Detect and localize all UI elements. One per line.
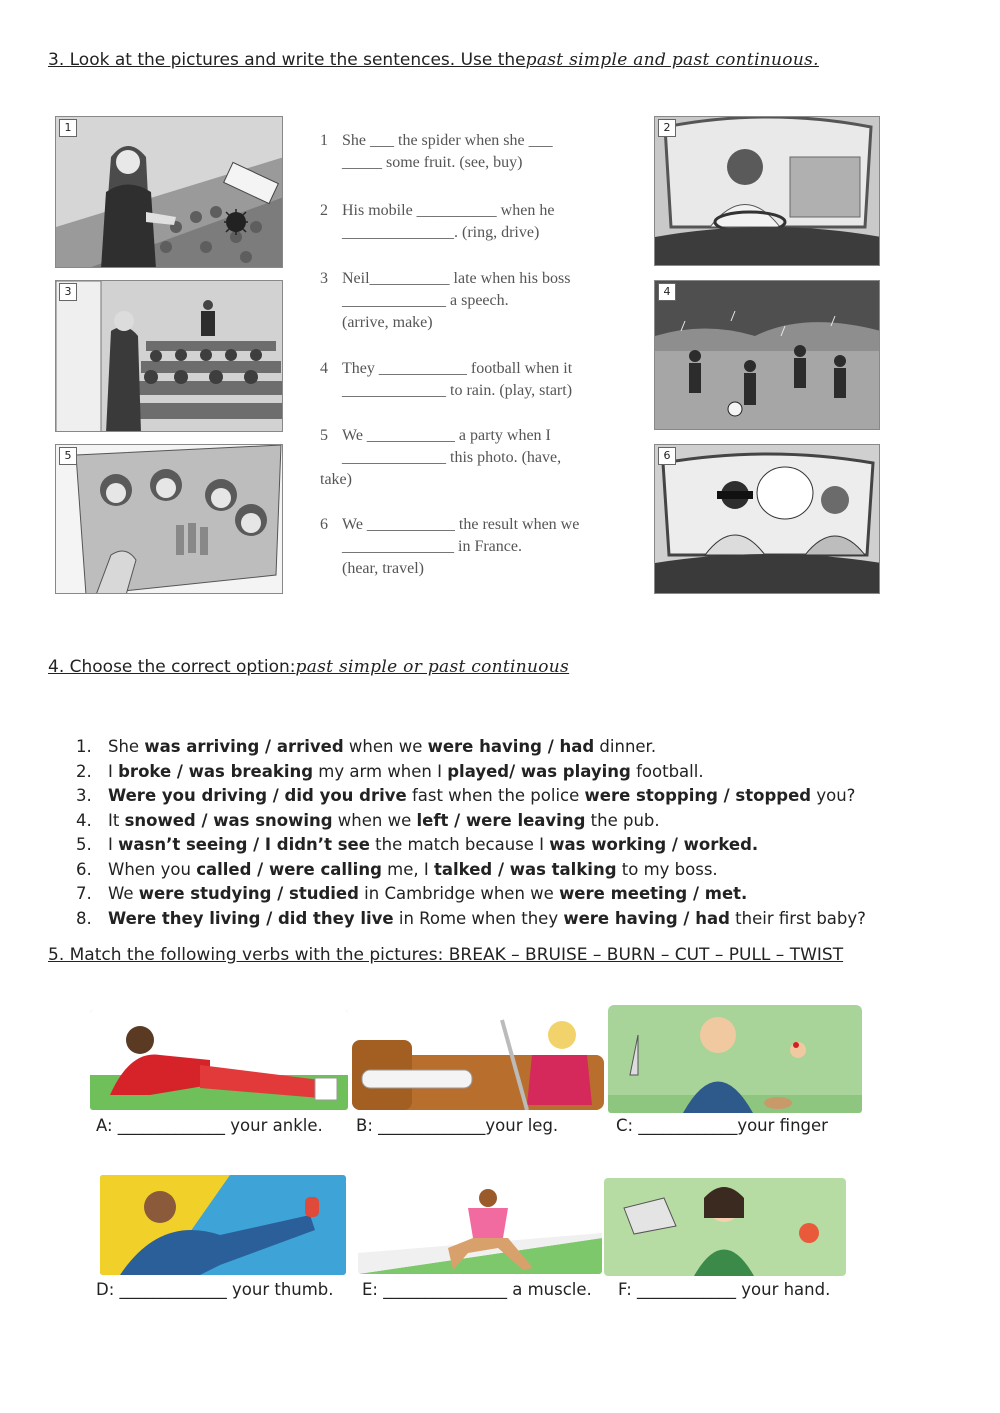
- sentence-text: you?: [811, 786, 856, 805]
- verb-options: wasn’t seeing / I didn’t see: [118, 835, 370, 854]
- panel-number: 3: [59, 283, 77, 301]
- verb-options: were having / had: [427, 737, 595, 756]
- caption-a: A: _____________ your ankle.: [96, 1116, 323, 1135]
- sentence-text: football.: [630, 761, 704, 781]
- item-number: 4.: [76, 810, 92, 830]
- item-number: 8.: [76, 908, 92, 928]
- panel-number: 1: [59, 119, 77, 137]
- verb-options: called / were calling: [196, 859, 382, 879]
- car-radio-illustration: [655, 445, 880, 594]
- picture-e-muscle: [358, 1178, 602, 1274]
- verb-options: left / were leaving: [416, 810, 586, 830]
- exercise-4-item: [76, 809, 956, 834]
- picture-panel-2: [654, 116, 880, 266]
- verb-options: were studying / studied: [138, 884, 359, 903]
- sentence-text: When you: [108, 859, 197, 879]
- verb-options: broke / was breaking: [118, 761, 314, 781]
- panel-number: 2: [658, 119, 676, 137]
- exercise-4-item: [76, 784, 956, 809]
- picture-c-finger: [608, 1005, 862, 1113]
- item-number: 6.: [76, 859, 92, 879]
- picture-panel-6: [654, 444, 880, 594]
- exercise-4-item: [76, 833, 956, 858]
- exercise-3-heading-handwritten: past simple and past continuous.: [525, 50, 819, 70]
- sentence-text: fast when the police: [406, 786, 585, 805]
- sentence-text: It: [108, 810, 125, 830]
- picture-panel-5: [55, 444, 283, 594]
- speech-illustration: [56, 281, 283, 432]
- verb-options: were having / had: [563, 908, 730, 928]
- sentence-text: She: [108, 737, 145, 756]
- finger-cut-illustration: [608, 1005, 862, 1113]
- panel-number: 4: [658, 283, 676, 301]
- sentence-text: We: [108, 884, 139, 903]
- sentence-text: me, I: [381, 859, 434, 879]
- caption-b: B: _____________your leg.: [356, 1116, 559, 1135]
- football-illustration: [655, 281, 880, 430]
- picture-a-ankle: [90, 1010, 348, 1110]
- exercise-3-heading: [48, 50, 819, 70]
- exercise-4-item: [76, 760, 956, 785]
- exercise-4-heading: [48, 657, 569, 677]
- exercise-4-heading-handwritten: past simple or past continuous: [295, 657, 570, 677]
- verb-options: were meeting / met.: [559, 884, 748, 903]
- caption-f: F: ____________ your hand.: [618, 1280, 831, 1299]
- item-number: 5.: [76, 835, 92, 854]
- sentence-1: 1 She ___ the spider when she ___ _____ some fruit. (see, buy): [320, 132, 553, 171]
- picture-d-thumb: [100, 1175, 346, 1275]
- verb-options: Were you driving / did you drive: [108, 786, 407, 805]
- picture-panel-4: [654, 280, 880, 430]
- sentence-text: the pub.: [585, 810, 660, 830]
- panel-number: 6: [658, 447, 676, 465]
- caption-c: C: ____________your finger: [616, 1116, 828, 1135]
- picture-panel-1: [55, 116, 283, 268]
- sentence-text: my arm when I: [313, 761, 448, 781]
- verb-options: was working / worked.: [549, 835, 759, 854]
- verb-options: played/ was playing: [447, 761, 631, 781]
- sentence-text: dinner.: [594, 737, 657, 756]
- exercise-4-item: [76, 735, 956, 760]
- party-photo-illustration: [56, 445, 283, 594]
- exercise-4-list: [76, 735, 956, 931]
- sentence-4: 4 They ___________ football when it _____________ to rain. (play, start): [320, 360, 573, 399]
- leg-cast-illustration: [352, 1010, 604, 1110]
- exercise-4-heading-text: 4. Choose the correct option:: [48, 657, 296, 677]
- thumb-illustration: [100, 1175, 346, 1275]
- sentence-2: 2 His mobile __________ when he ______________. (ring, drive): [320, 202, 555, 241]
- sentence-text: in Rome when they: [393, 908, 564, 928]
- item-number: 3.: [76, 786, 92, 805]
- sentence-text: when we: [332, 810, 417, 830]
- verb-options: were stopping / stopped: [584, 786, 812, 805]
- picture-panel-3: [55, 280, 283, 432]
- exercise-4-item: [76, 858, 956, 883]
- caption-e: E: _______________ a muscle.: [362, 1280, 592, 1299]
- muscle-illustration: [358, 1178, 602, 1274]
- sentence-text: I: [108, 761, 119, 781]
- picture-f-hand: [604, 1178, 846, 1276]
- sentence-3: 3 Neil__________ late when his boss _____________ a speech. (arrive, make): [320, 270, 571, 331]
- caption-d: D: _____________ your thumb.: [96, 1280, 334, 1299]
- exercise-5-heading: 5. Match the following verbs with the pictures: BREAK – BRUISE – BURN – CUT – PULL – TWIST: [48, 945, 844, 965]
- sentence-6: 6 We ___________ the result when we ______________ in France. (hear, travel): [320, 516, 580, 577]
- sentence-text: the match because I: [369, 835, 550, 854]
- sentence-text: to my boss.: [616, 859, 718, 879]
- market-illustration: [56, 117, 283, 268]
- item-number: 2.: [76, 761, 92, 781]
- hand-burn-illustration: [604, 1178, 846, 1276]
- sentence-text: when we: [343, 737, 428, 756]
- verb-options: was arriving / arrived: [144, 737, 344, 756]
- item-number: 1.: [76, 737, 92, 756]
- verb-options: talked / was talking: [433, 859, 617, 879]
- picture-b-leg: [352, 1010, 604, 1110]
- verb-options: snowed / was snowing: [124, 810, 333, 830]
- exercise-4-item: [76, 907, 956, 932]
- panel-number: 5: [59, 447, 77, 465]
- driver-illustration: [655, 117, 880, 266]
- item-number: 7.: [76, 884, 92, 903]
- sentence-text: in Cambridge when we: [358, 884, 560, 903]
- sentence-text: their first baby?: [729, 908, 866, 928]
- sentence-5: 5 We ___________ a party when I _____________ this photo. (have, take): [320, 427, 562, 488]
- exercise-3-heading-text: 3. Look at the pictures and write the sentences. Use the: [48, 50, 526, 70]
- ankle-illustration: [90, 1010, 348, 1110]
- verb-options: Were they living / did they live: [108, 908, 394, 928]
- sentence-text: I: [108, 835, 119, 854]
- exercise-4-item: [76, 882, 956, 907]
